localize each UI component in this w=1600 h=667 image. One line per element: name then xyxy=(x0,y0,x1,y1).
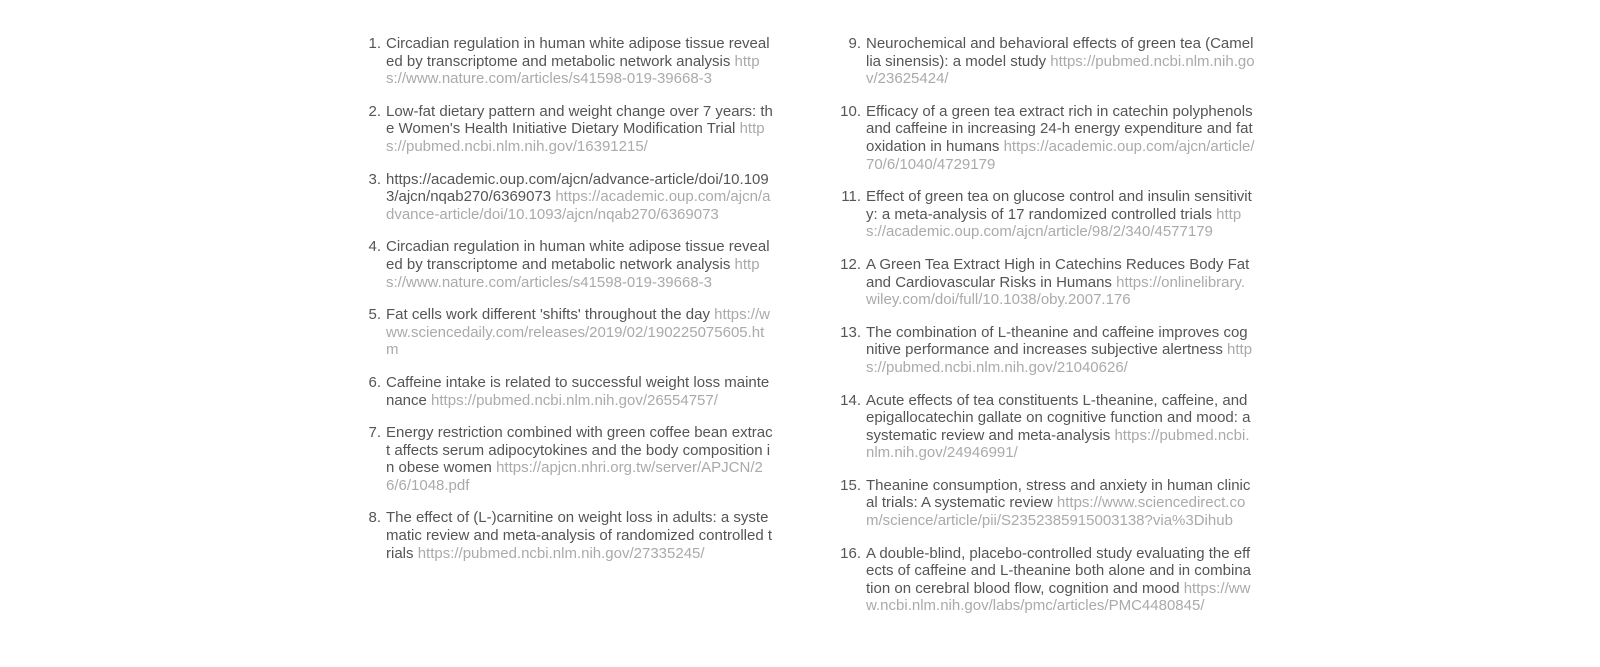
reference-link[interactable]: https://pubmed.ncbi.nlm.nih.gov/23625424/ xyxy=(866,52,1255,88)
reference-link[interactable]: https://academic.oup.com/ajcn/advance-article/doi/10.1093/ajcn/nqab270/6369073 xyxy=(386,188,771,223)
reference-body xyxy=(386,35,774,88)
reference-body xyxy=(386,171,774,224)
reference-item xyxy=(828,35,1255,88)
reference-item xyxy=(828,324,1255,377)
reference-item xyxy=(358,424,774,494)
reference-link[interactable]: https://academic.oup.com/ajcn/article/98/2/340/4577179 xyxy=(866,205,1242,241)
reference-number: 15. xyxy=(840,476,861,494)
reference-link[interactable]: https://pubmed.ncbi.nlm.nih.gov/27335245/ xyxy=(417,544,705,562)
reference-link[interactable]: https://pubmed.ncbi.nlm.nih.gov/21040626/ xyxy=(866,341,1253,376)
reference-item xyxy=(358,374,774,409)
reference-link[interactable]: https://academic.oup.com/ajcn/article/70/6/1040/4729179 xyxy=(866,137,1255,173)
reference-link[interactable]: https://www.sciencedaily.com/releases/2019/02/190225075605.htm xyxy=(386,306,770,359)
reference-title: A double-blind, placebo-controlled study evaluating the effects of caffeine and L-theanine both alone and in combination on cerebral blood flow, cognition and mood xyxy=(866,544,1252,597)
reference-body xyxy=(386,424,774,494)
reference-number: 13. xyxy=(840,323,861,341)
reference-title: A Green Tea Extract High in Catechins Reduces Body Fat and Cardiovascular Risks in Humans xyxy=(866,255,1250,291)
reference-item xyxy=(358,35,774,88)
reference-number: 7. xyxy=(368,424,381,442)
reference-title: Acute effects of tea constituents L-theanine, caffeine, and epigallocatechin gallate on cognitive function and mood: a systematic review and meta-analysis xyxy=(866,391,1251,444)
reference-body xyxy=(866,324,1255,377)
reference-title: Effect of green tea on glucose control and insulin sensitivity: a meta-analysis of 17 randomized controlled trials xyxy=(866,188,1252,223)
reference-item xyxy=(828,477,1255,530)
references-column-right xyxy=(828,35,1255,630)
reference-link[interactable]: https://www.ncbi.nlm.nih.gov/labs/pmc/articles/PMC4480845/ xyxy=(866,579,1251,615)
reference-item xyxy=(828,392,1255,462)
reference-link[interactable]: https://pubmed.ncbi.nlm.nih.gov/26554757/ xyxy=(431,391,718,409)
reference-body xyxy=(386,103,774,156)
reference-number: 6. xyxy=(368,373,381,391)
reference-body xyxy=(866,545,1255,615)
reference-link[interactable]: https://apjcn.nhri.org.tw/server/APJCN/26/6/1048.pdf xyxy=(386,459,763,494)
reference-number: 8. xyxy=(368,509,381,527)
reference-link[interactable]: https://www.nature.com/articles/s41598-019-39668-3 xyxy=(386,52,760,88)
reference-item xyxy=(358,238,774,291)
reference-title: Neurochemical and behavioral effects of green tea (Camellia sinensis): a model study xyxy=(866,35,1254,70)
reference-item xyxy=(358,306,774,359)
reference-title: Low-fat dietary pattern and weight change over 7 years: the Women's Health Initiative Dietary Modification Trial xyxy=(386,102,773,138)
reference-number: 5. xyxy=(368,306,381,324)
reference-body xyxy=(386,306,774,359)
reference-item xyxy=(828,545,1255,615)
reference-item xyxy=(358,509,774,562)
reference-title: Circadian regulation in human white adipose tissue revealed by transcriptome and metabolic network analysis xyxy=(386,238,770,273)
reference-body xyxy=(386,374,774,409)
reference-body xyxy=(866,188,1255,241)
reference-body xyxy=(866,256,1255,309)
reference-number: 2. xyxy=(368,102,381,120)
reference-title: https://academic.oup.com/ajcn/advance-article/doi/10.1093/ajcn/nqab270/6369073 xyxy=(386,170,769,206)
references-column-left xyxy=(358,35,774,577)
reference-number: 16. xyxy=(840,544,861,562)
reference-link[interactable]: https://onlinelibrary.wiley.com/doi/full/10.1038/oby.2007.176 xyxy=(866,273,1246,309)
reference-title: Theanine consumption, stress and anxiety in human clinical trials: A systematic review xyxy=(866,476,1251,512)
reference-link[interactable]: https://www.nature.com/articles/s41598-019-39668-3 xyxy=(386,255,760,291)
reference-body xyxy=(866,35,1255,88)
reference-number: 4. xyxy=(368,238,381,256)
reference-title: Circadian regulation in human white adipose tissue revealed by transcriptome and metabolic network analysis xyxy=(386,35,770,70)
reference-number: 14. xyxy=(840,391,861,409)
reference-body xyxy=(866,477,1255,530)
reference-number: 9. xyxy=(848,35,861,52)
reference-title: Efficacy of a green tea extract rich in catechin polyphenols and caffeine in increasing 24-h energy expenditure and fat oxidation in humans xyxy=(866,102,1253,155)
reference-item xyxy=(358,171,774,224)
reference-title: Caffeine intake is related to successful weight loss maintenance xyxy=(386,373,770,409)
reference-number: 1. xyxy=(368,35,381,52)
reference-body xyxy=(386,238,774,291)
reference-title: The effect of (L-)carnitine on weight loss in adults: a systematic review and meta-analysis of randomized controlled trials xyxy=(386,509,773,562)
reference-number: 3. xyxy=(368,170,381,188)
reference-link[interactable]: https://pubmed.ncbi.nlm.nih.gov/24946991/ xyxy=(866,426,1250,462)
reference-number: 10. xyxy=(840,102,861,120)
reference-title: The combination of L-theanine and caffeine improves cognitive performance and increases subjective alertness xyxy=(866,323,1248,359)
reference-number: 12. xyxy=(840,255,861,273)
reference-body xyxy=(866,392,1255,462)
reference-body xyxy=(386,509,774,562)
reference-link[interactable]: https://pubmed.ncbi.nlm.nih.gov/16391215/ xyxy=(386,120,765,155)
reference-item xyxy=(828,188,1255,241)
reference-link[interactable]: https://www.sciencedirect.com/science/article/pii/S2352385915003138?via%3Dihub xyxy=(866,494,1246,530)
reference-item xyxy=(358,103,774,156)
reference-item xyxy=(828,103,1255,173)
reference-number: 11. xyxy=(841,188,861,206)
reference-body xyxy=(866,103,1255,173)
reference-title: Fat cells work different 'shifts' throughout the day xyxy=(386,306,710,324)
reference-title: Energy restriction combined with green coffee bean extract affects serum adipocytokines and the body composition in obese women xyxy=(386,424,773,477)
reference-item xyxy=(828,256,1255,309)
